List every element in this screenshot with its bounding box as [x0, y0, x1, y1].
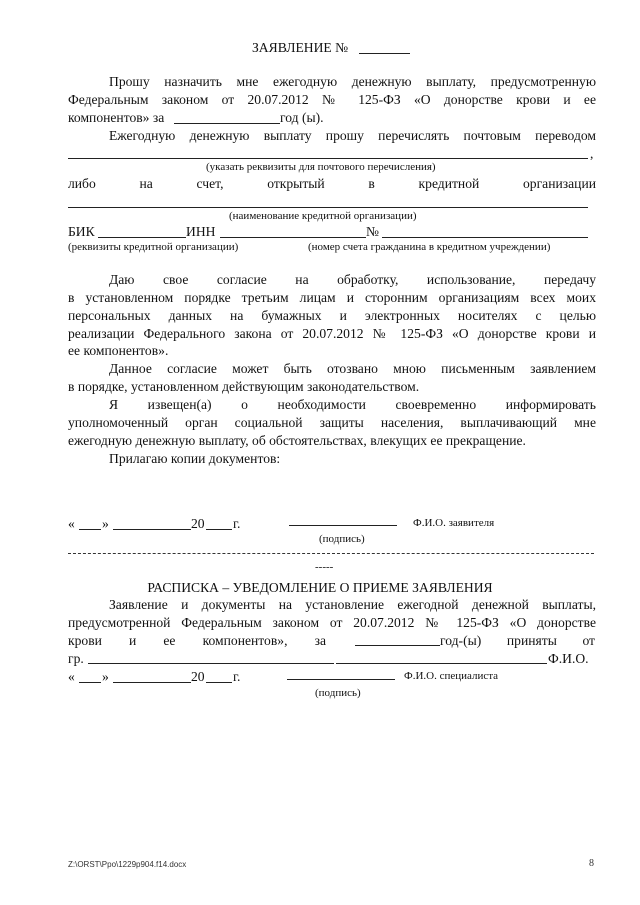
receipt-line-3a: крови и ее компонентов», за [68, 633, 326, 648]
bik-blank-line [98, 237, 186, 238]
document-title [252, 40, 348, 56]
revoke-line-2: в порядке, установленном действующим законодательством. [68, 379, 420, 394]
year-blank-line [174, 123, 280, 124]
receipt-citizen-label: гр. [68, 651, 84, 666]
date-close-quote: » [102, 516, 109, 531]
hint-bank-requisites: (реквизиты кредитной организации) [68, 241, 239, 253]
applicant-fio-label: Ф.И.О. заявителя [413, 517, 495, 529]
specialist-fio-label: Ф.И.О. специалиста [404, 670, 499, 682]
bik-label: БИК [68, 224, 95, 239]
p1-line-3b: год (ы). [280, 110, 324, 125]
cut-line [68, 553, 594, 554]
citizen-name-line-2 [336, 663, 547, 664]
consent-line-1: Даю свое согласие на обработку, использование, передачу [109, 272, 596, 287]
inn-label: ИНН [186, 224, 216, 239]
receipt-month-blank-line [113, 682, 191, 683]
bank-name-line [68, 207, 588, 208]
inn-blank-line [220, 237, 366, 238]
month-blank-line [113, 529, 191, 530]
cut-line-tail: ----- [315, 561, 334, 573]
receipt-line-3b: год-(ы) приняты от [440, 633, 595, 648]
footer-file-path: Z:\ORST\Ppo\1229p904.f14.docx [68, 860, 187, 869]
receipt-title: РАСПИСКА – УВЕДОМЛЕНИЕ О ПРИЕМЕ ЗАЯВЛЕНИЯ [147, 580, 493, 595]
postal-comma: , [590, 146, 594, 161]
receipt-line-1: Заявление и документы на установление ежегодной денежной выплаты, [109, 597, 596, 612]
receipt-fio-label: Ф.И.О. [548, 651, 589, 666]
consent-line-5: ее компонентов». [68, 343, 169, 358]
receipt-year-suffix-blank-line [206, 682, 232, 683]
receipt-line-2: предусмотренной Федеральным законом от 20.07.2012 № 125-ФЗ «О донорстве [68, 615, 596, 630]
receipt-year-prefix: 20 [191, 669, 205, 684]
consent-line-4: реализации Федерального закона от 20.07.2012 № 125-ФЗ «О донорстве крови и [68, 326, 596, 341]
account-number-label: № [366, 224, 379, 239]
account-blank-line [382, 237, 588, 238]
year-suffix-blank-line [206, 529, 232, 530]
notify-line-2: уполномоченный орган социальной защиты населения, выплачивающий мне [68, 415, 596, 430]
title-text: ЗАЯВЛЕНИЕ № [252, 40, 349, 55]
notify-line-3: ежегодную денежную выплату, об обстоятельствах, влекущих ее прекращение. [68, 433, 526, 448]
hint-bank-name: (наименование кредитной организации) [229, 210, 417, 222]
citizen-name-line [88, 663, 334, 664]
consent-line-3: персональных данных на бумажных и электронных носителях с целью [68, 308, 596, 323]
hint-account-number: (номер счета гражданина в кредитном учреждении) [308, 241, 551, 253]
notify-line-1: Я извещен(а) о необходимости своевременно информировать [109, 397, 596, 412]
p1-line-1: Прошу назначить мне ежегодную денежную выплату, предусмотренную [109, 74, 596, 89]
number-blank-line [359, 53, 410, 54]
year-suffix: г. [233, 516, 241, 531]
p2-line-1: Ежегодную денежную выплату прошу перечислять почтовым переводом [109, 128, 596, 143]
revoke-line-1: Данное согласие может быть отозвано мною письменным заявлением [109, 361, 596, 376]
attachments-label: Прилагаю копии документов: [109, 451, 281, 466]
hint-postal-details: (указать реквизиты для почтового перечисления) [206, 161, 436, 173]
year-prefix: 20 [191, 516, 205, 531]
receipt-year-blank-line [355, 645, 440, 646]
postal-details-line [68, 158, 588, 159]
day-blank-line [79, 529, 101, 530]
page-number: 8 [589, 858, 594, 869]
applicant-signature-line [289, 525, 397, 526]
receipt-date-close-quote: » [102, 669, 109, 684]
receipt-day-blank-line [79, 682, 101, 683]
receipt-year-suffix: г. [233, 669, 241, 684]
applicant-signature-hint: (подпись) [319, 533, 365, 545]
receipt-date-open-quote: « [68, 669, 75, 684]
date-open-quote: « [68, 516, 75, 531]
specialist-signature-hint: (подпись) [315, 687, 361, 699]
p1-line-2: Федеральным законом от 20.07.2012 № 125-ФЗ «О донорстве крови и ее [68, 92, 596, 107]
consent-line-2: в установленном порядке третьим лицам и сторонним организациям всех моих [68, 290, 596, 305]
p2-line-3: либо на счет, открытый в кредитной организации [68, 176, 596, 191]
specialist-signature-line [287, 679, 395, 680]
p1-line-3a: компонентов» за [68, 110, 165, 125]
